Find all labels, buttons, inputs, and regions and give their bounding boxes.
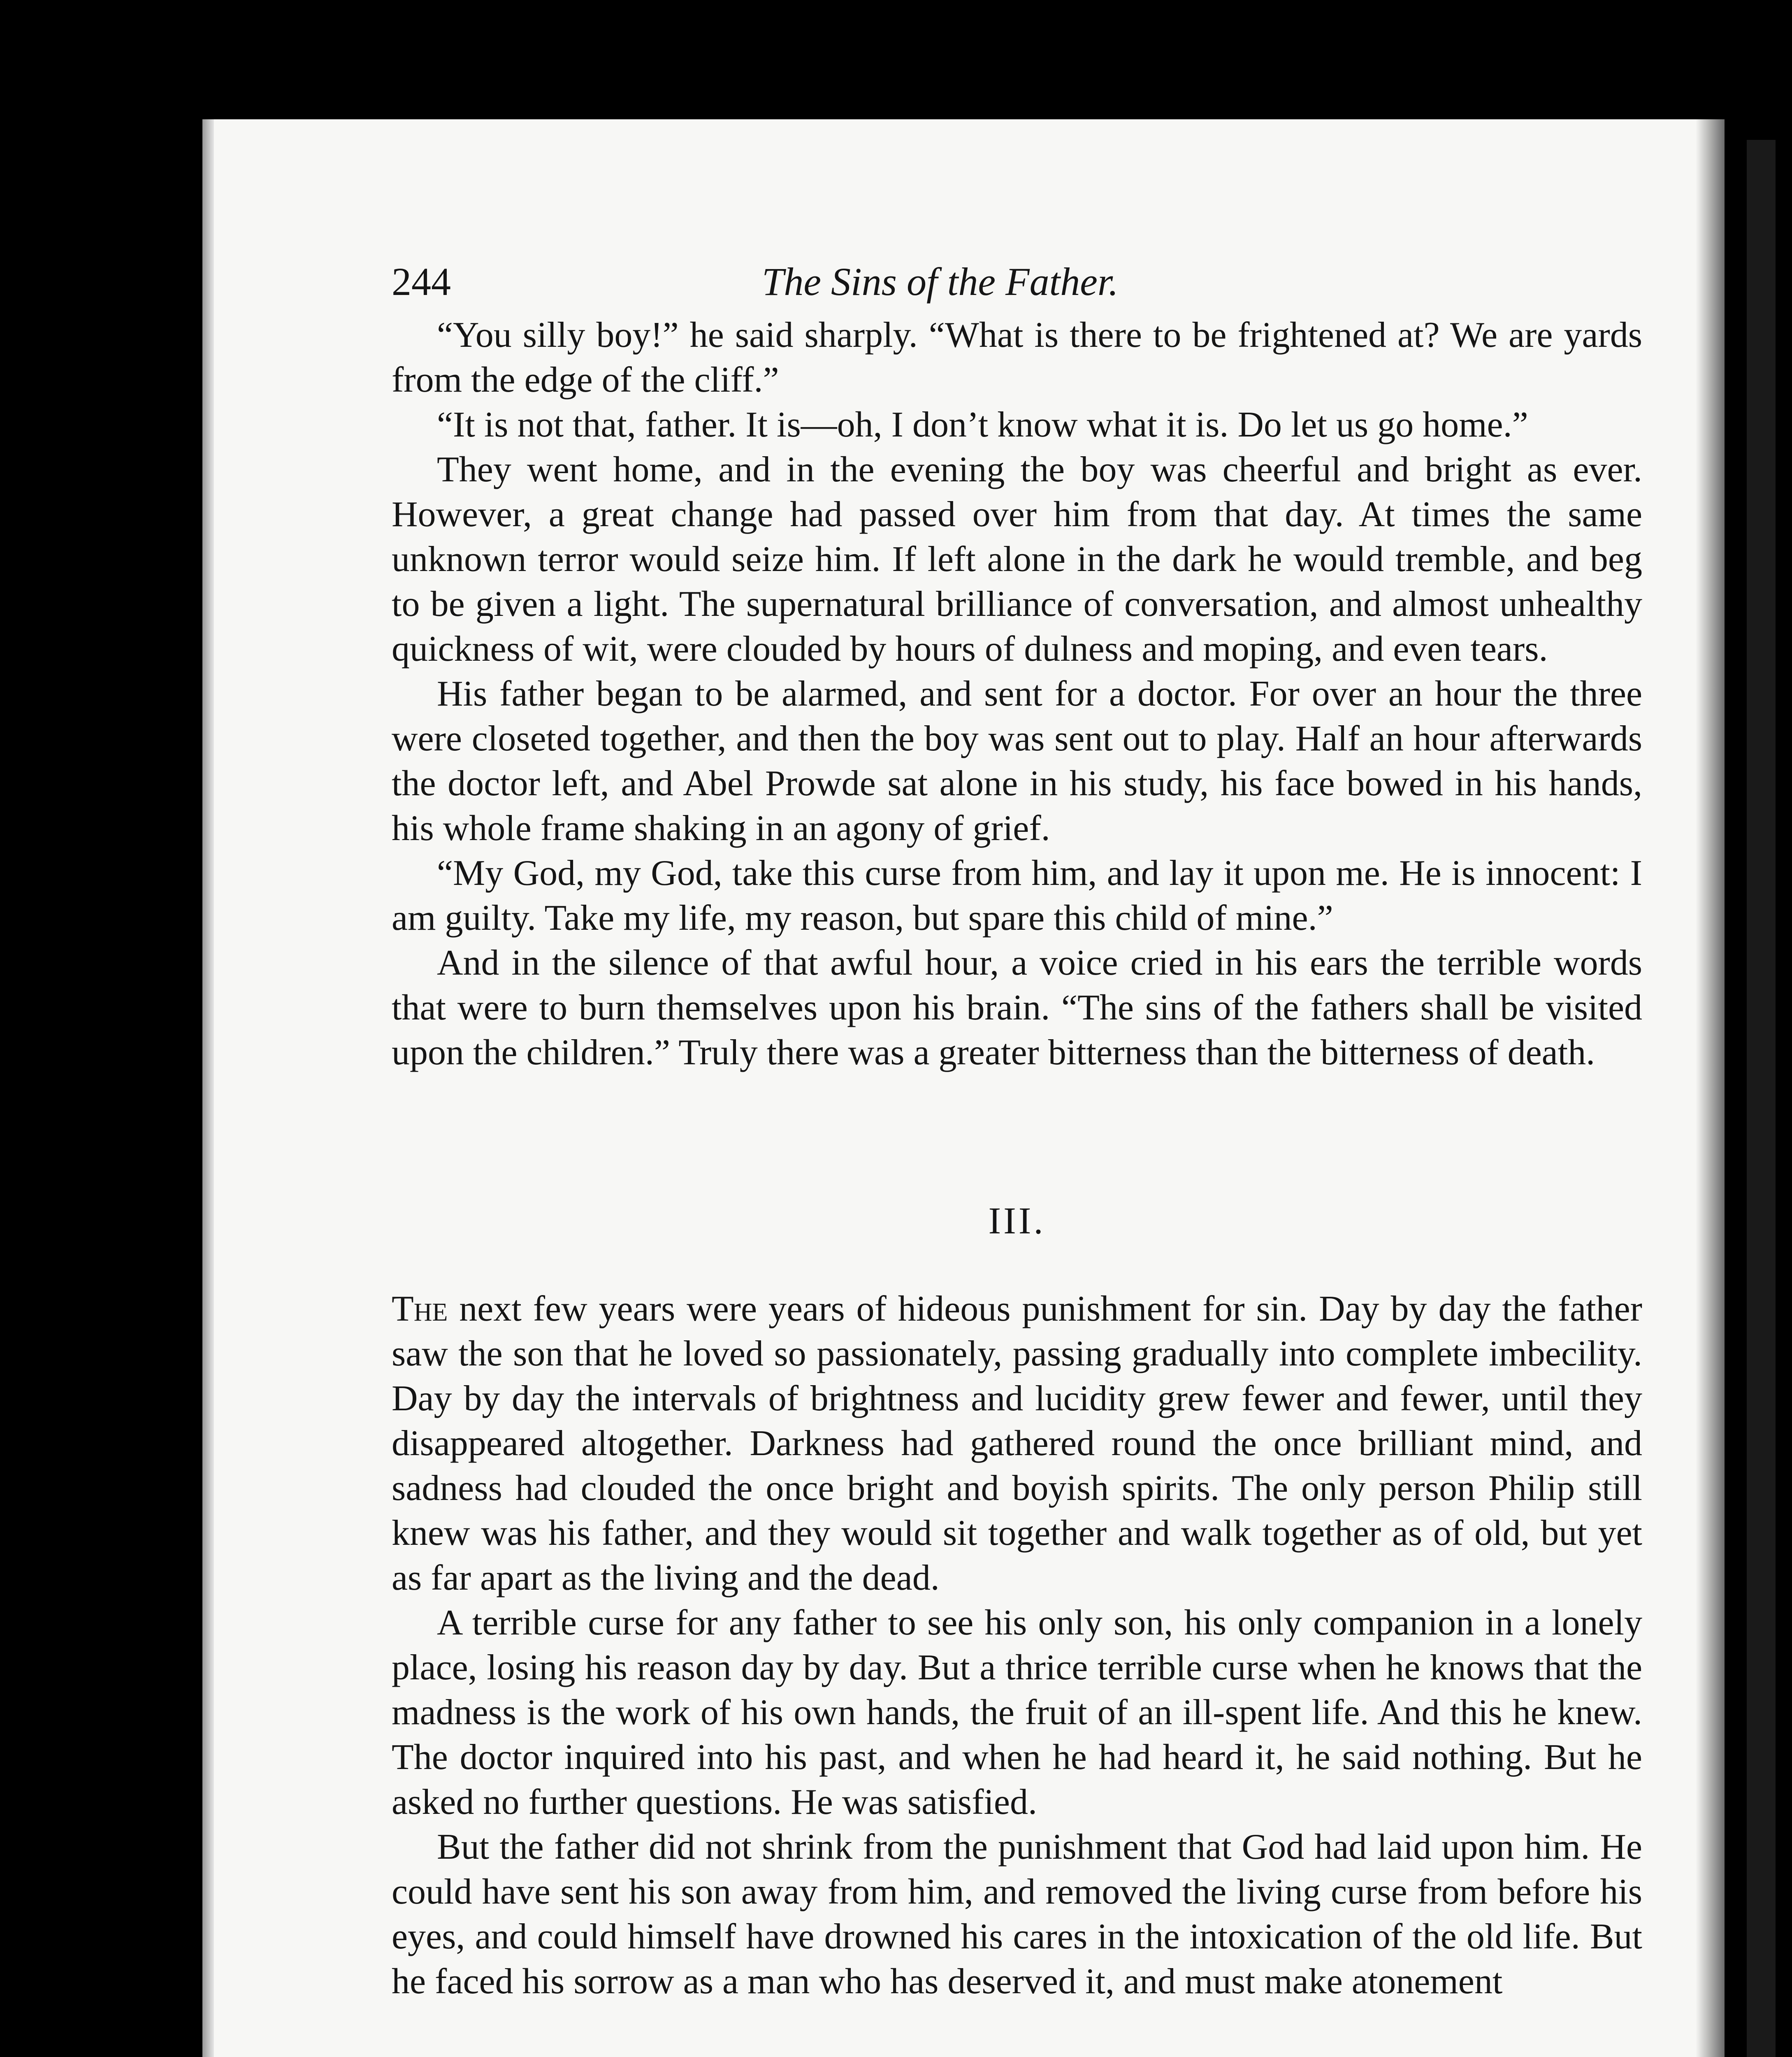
page-number: 244 (392, 260, 451, 304)
section-heading: III. (988, 1200, 1046, 1242)
paragraph: They went home, and in the evening the boy was cheerful and bright as ever. However, a great change had passed over him from that day. At times the same unknown terror would seize him. If left alone in the dark he would tremble, and beg to be given a light. The supernatural brilliance of conversation, and almost unhealthy quickness of wit, were clouded by hours of dulness and moping, and even tears. (392, 450, 1642, 669)
opening-word: The (392, 1289, 448, 1329)
paragraph: A terrible curse for any father to see his only son, his only companion in a lonely place, losing his reason day by day. But a thrice terrible curse when he knows that the madness is the work of his own hands, the fruit of an ill-spent life. And this he knew. The doctor inquired into his past, and when he had heard it, he said nothing. But he asked no further questions. He was satisfied. (392, 1603, 1642, 1822)
opening-text: next few years were years of hideous punishment for sin. Day by day the father saw the son that he loved so passionately, passing gradually into complete imbecility. Day by day the intervals of brightness and lucidity grew fewer and fewer, until they disappeared altogether. Darkness had gathered round the once brilliant mind, and sadness had clouded the once bright and boyish spirits. The only person Philip still knew was his father, and they would sit together and walk together as of old, but yet as far apart as the living and the dead. (392, 1289, 1642, 1598)
paragraph: “My God, my God, take this curse from him, and lay it upon me. He is innocent: I am guilty. Take my life, my reason, but spare this child of mine.” (392, 853, 1642, 938)
adjacent-page-edge (1747, 140, 1776, 2057)
running-title: The Sins of the Father. (762, 260, 1119, 304)
paragraph: His father began to be alarmed, and sent for a doctor. For over an hour the three were closeted together, and then the boy was sent out to play. Half an hour afterwards the doctor left, and Abel Prowde sat alone in his study, his face bowed in his hands, his whole frame shaking in an agony of grief. (392, 674, 1642, 848)
paragraph: But the father did not shrink from the punishment that God had laid upon him. He could have sent his son away from him, and removed the living curse from before his eyes, and could himself have drowned his cares in the intoxication of the old life. But he faced his sorrow as a man who has deserved it, and must make atonement (392, 1827, 1642, 2001)
paragraph: “It is not that, father. It is—oh, I don’t know what it is. Do let us go home.” (437, 405, 1528, 445)
book-page (202, 119, 1725, 2057)
page-edge-shadow (1696, 119, 1725, 2057)
page-gutter-shadow (202, 119, 214, 2057)
paragraph: And in the silence of that awful hour, a voice cried in his ears the terrible words that were to burn themselves upon his brain. “The sins of the fathers shall be visited upon the children.” Truly there was a greater bitterness than the bitterness of death. (392, 943, 1642, 1073)
running-head (392, 259, 1642, 309)
paragraph: “You silly boy!” he said sharply. “What is there to be frightened at? We are yards from the edge of the cliff.” (392, 315, 1642, 400)
text-block (392, 259, 1642, 2004)
section-opening-paragraph (392, 1286, 1642, 1600)
